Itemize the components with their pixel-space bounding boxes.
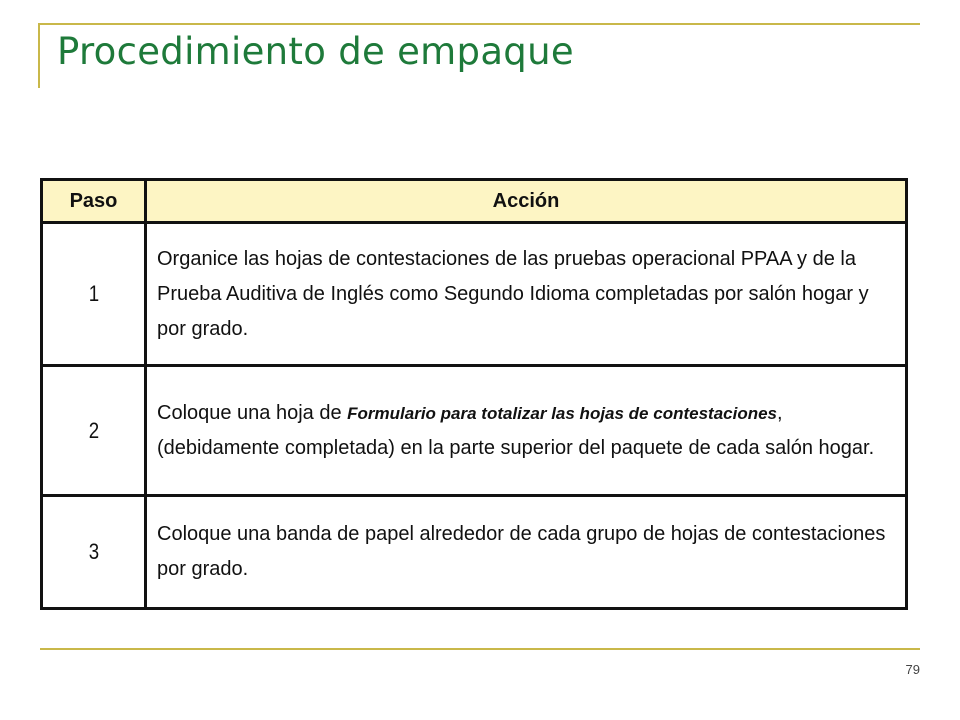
- header-action: Acción: [146, 180, 907, 223]
- page-number: 79: [905, 662, 920, 677]
- step-number: 1: [49, 223, 137, 366]
- bottom-divider: [40, 648, 920, 650]
- table-row: [42, 223, 907, 366]
- step-number: 3: [49, 496, 137, 609]
- step-number: 2: [49, 366, 137, 496]
- step-action: Coloque una banda de papel alrededor de cada grupo de hojas de contestaciones por grado.: [146, 496, 907, 609]
- top-divider: [40, 23, 920, 25]
- left-accent-line: [38, 23, 40, 88]
- table-header-row: [42, 180, 907, 223]
- action-text-post: , (debidamente completada) en la parte superior del paquete de cada salón hogar.: [157, 401, 875, 459]
- step-action: [146, 366, 907, 496]
- form-name-emphasis: Formulario para totalizar las hojas de contestaciones: [347, 403, 778, 423]
- slide-title: Procedimiento de empaque: [57, 30, 574, 73]
- action-text-pre: Coloque una hoja de: [157, 401, 348, 424]
- table-row: [42, 496, 907, 609]
- step-action: Organice las hojas de contestaciones de las pruebas operacional PPAA y de la Prueba Auditiva de Inglés como Segundo Idioma completadas por salón hogar y por grado.: [146, 223, 907, 366]
- header-step: Paso: [42, 180, 146, 223]
- procedure-table: [40, 178, 908, 610]
- table-row: [42, 366, 907, 496]
